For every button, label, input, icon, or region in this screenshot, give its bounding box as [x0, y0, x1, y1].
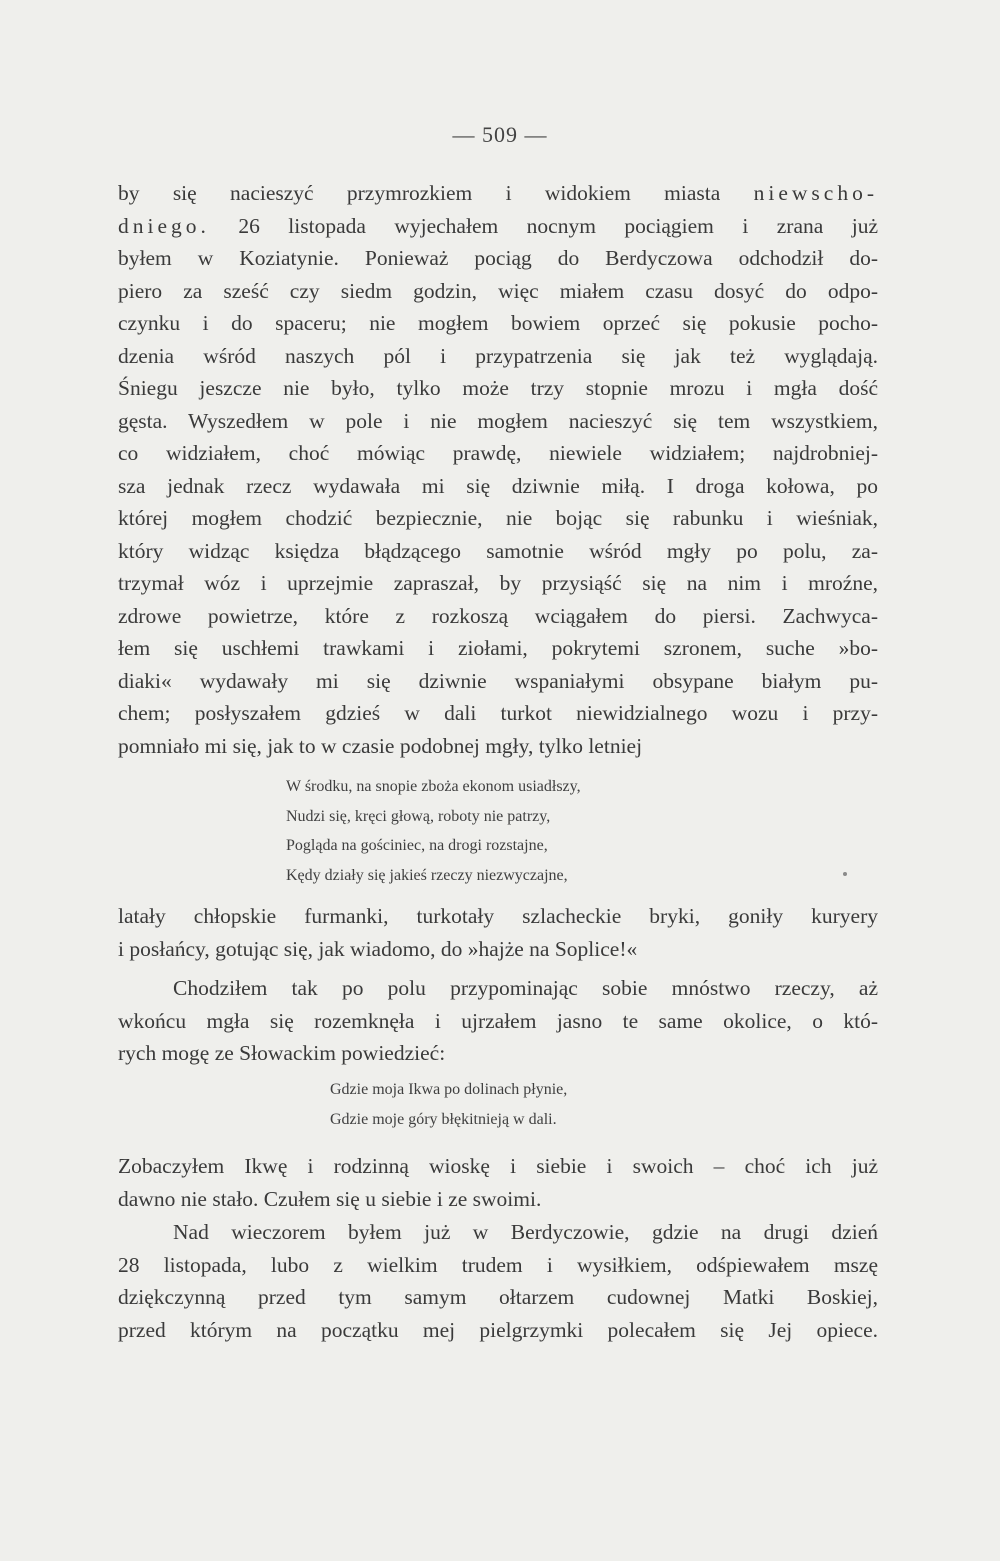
- text-line: gęsta. Wyszedłem w pole i nie mogłem nacieszyć się tem wszystkiem,: [118, 408, 878, 433]
- paragraph-2: [118, 900, 878, 965]
- text-line: diaki« wydawały mi się dziwnie wspaniałymi obsypane białym pu-: [118, 668, 878, 693]
- text-line: czynku i do spaceru; nie mogłem bowiem oprzeć się pokusie pocho-: [118, 311, 878, 335]
- text-line: który widząc księdza błądzącego samotnie wśród mgły po polu, za-: [118, 538, 878, 563]
- text-line: Śniegu jeszcze nie było, tylko może trzy stopnie mrozu i mgła dość: [118, 376, 878, 400]
- text-line: i posłańcy, gotując się, jak wiadomo, do »hajże na Soplice!«: [118, 936, 638, 961]
- verse-line: W środku, na snopie zboża ekonom usiadłszy,: [286, 778, 581, 795]
- stray-mark: [843, 872, 847, 876]
- verse-line: Gdzie moja Ikwa po dolinach płynie,: [330, 1081, 568, 1098]
- text-line: dzenia wśród naszych pól i przypatrzenia się jak też wyglądają.: [118, 343, 878, 368]
- paragraph-3: [118, 972, 878, 1070]
- verse-quote-2: [330, 1075, 567, 1134]
- text-line: dniego. 26 listopada wyjechałem nocnym pociągiem i zrana już: [118, 213, 878, 238]
- text-line: Chodziłem tak po polu przypominając sobie mnóstwo rzeczy, aż: [173, 976, 878, 1000]
- page-number: — 509 —: [452, 122, 548, 147]
- text-line: trzymał wóz i uprzejmie zapraszał, by przysiąść się na nim i mroźne,: [118, 571, 878, 595]
- text-line: 28 listopada, lubo z wielkim trudem i wysiłkiem, odśpiewałem mszę: [118, 1252, 878, 1277]
- text-line: Nad wieczorem byłem już w Berdyczowie, gdzie na drugi dzień: [173, 1220, 878, 1244]
- text-line: by się nacieszyć przymrozkiem i widokiem miasta niewscho-: [118, 181, 879, 205]
- paragraph-5: [118, 1216, 878, 1346]
- text-line: sza jednak rzecz wydawała mi się dziwnie miłą. I droga kołowa, po: [118, 473, 878, 498]
- verse-line: Kędy działy się jakieś rzeczy niezwyczajne,: [286, 866, 568, 884]
- paragraph-1: [118, 177, 878, 762]
- text-line: co widziałem, choć mówiąc prawdę, niewiele widziałem; najdrobniej-: [118, 441, 878, 465]
- text-line: piero za sześć czy siedm godzin, więc miałem czasu dosyć do odpo-: [118, 278, 878, 303]
- text-line: której mogłem chodzić bezpiecznie, nie bojąc się rabunku i wieśniak,: [118, 506, 878, 530]
- text-line: pomniało mi się, jak to w czasie podobnej mgły, tylko letniej: [118, 733, 643, 758]
- text-line: przed którym na początku mej pielgrzymki polecałem się Jej opiece.: [118, 1317, 878, 1342]
- verse-quote-1: [286, 772, 581, 890]
- text-line: Zobaczyłem Ikwę i rodzinną wioskę i siebie i swoich – choć ich już: [118, 1154, 878, 1178]
- text-line: zdrowe powietrze, które z rozkoszą wciągałem do piersi. Zachwyca-: [118, 603, 878, 628]
- verse-line: Pogląda na gościniec, na drogi rozstajne,: [286, 837, 548, 854]
- text-line: latały chłopskie furmanki, turkotały szlacheckie bryki, goniły kuryery: [118, 904, 878, 928]
- verse-line: Gdzie moje góry błękitnieją w dali.: [330, 1110, 557, 1128]
- text-line: rych mogę ze Słowackim powiedzieć:: [118, 1041, 446, 1065]
- text-line: wkońcu mgła się rozemknęła i ujrzałem jasno te same okolice, o któ-: [118, 1008, 878, 1033]
- text-line: łem się uschłemi trawkami i ziołami, pokrytemi szronem, suche »bo-: [118, 636, 878, 660]
- text-line: chem; posłyszałem gdzieś w dali turkot niewidzialnego wozu i przy-: [118, 701, 878, 725]
- paragraph-4: [118, 1150, 878, 1215]
- verse-line: Nudzi się, kręci głową, roboty nie patrzy,: [286, 807, 551, 825]
- text-line: byłem w Koziatynie. Ponieważ pociąg do Berdyczowa odchodził do-: [118, 246, 878, 270]
- text-line: dziękczynną przed tym samym ołtarzem cudownej Matki Boskiej,: [118, 1285, 878, 1309]
- text-line: dawno nie stało. Czułem się u siebie i ze swoimi.: [118, 1186, 542, 1211]
